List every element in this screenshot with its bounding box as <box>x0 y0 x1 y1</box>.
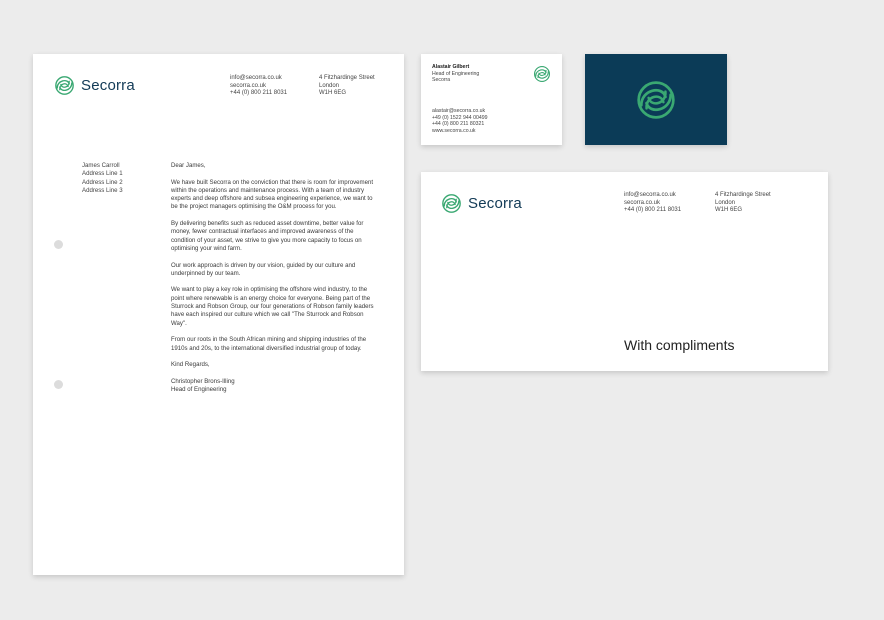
letter-paragraph: Our work approach is driven by our vision, guided by our culture and underpinned by our team. <box>171 261 356 277</box>
letter-paragraph: We have built Secorra on the conviction that there is room for improvement within the operations and maintenance process. With a team of industry experts and deep offshore and subsea engineering experience, we want to be the project managers optimising the O&M process for you. <box>171 178 374 211</box>
brand-name: Secorra <box>468 195 522 212</box>
letter-paragraph: From our roots in the South African mining and shipping industries of the 1910s and 20s, to the international diversified industrial group of today. <box>171 336 367 352</box>
recipient-line: Address Line 1 <box>82 170 123 178</box>
slip-address <box>715 192 771 215</box>
salutation: Dear James, <box>171 162 206 169</box>
closing: Kind Regards, <box>171 361 210 369</box>
address-line-3: W1H 6EG <box>319 90 347 97</box>
punch-hole <box>54 240 63 249</box>
address-line-2: London <box>715 199 736 206</box>
recipient-line: James Carroll <box>82 162 120 169</box>
secorra-logo-icon <box>533 65 551 83</box>
address-line-2: London <box>319 82 340 89</box>
secorra-logo-icon <box>635 79 677 121</box>
slip-logo <box>441 193 522 214</box>
business-card-back <box>585 54 727 145</box>
card-title: Head of Engineering <box>432 70 480 77</box>
contact-phone: +44 (0) 800 211 8031 <box>230 90 288 97</box>
recipient-line: Address Line 3 <box>82 186 123 194</box>
punch-hole <box>54 380 63 389</box>
letterhead-logo <box>54 75 135 96</box>
address-line-1: 4 Fitzhardinge Street <box>715 192 771 198</box>
business-card-front <box>421 54 562 145</box>
contact-email: info@secorra.co.uk <box>624 192 676 198</box>
slip-contact <box>624 192 681 215</box>
card-mobile: +49 (0) 1522 944 00499 <box>432 114 488 121</box>
card-email: alastair@secorra.co.uk <box>432 108 486 114</box>
card-name: Alastair Gilbert <box>432 64 470 70</box>
address-line-1: 4 Fitzhardinge Street <box>319 75 375 81</box>
recipient-line: Address Line 2 <box>82 178 123 186</box>
contact-website: secorra.co.uk <box>624 199 661 206</box>
letterhead-address <box>319 75 375 98</box>
brand-name: Secorra <box>81 77 135 94</box>
compliments-text: With compliments <box>624 337 735 353</box>
card-person <box>432 64 479 84</box>
card-contact <box>432 108 488 134</box>
letter-paragraph: We want to play a key role in optimising the offshore wind industry, to the point where renewable is an energy choice for everyone. Being part of the Sturrock and Robson Group, our four generations of Robson family leaders have each inspired our culture which we call "The Sturrock and Robson Way". <box>171 286 374 327</box>
contact-email: info@secorra.co.uk <box>230 75 282 81</box>
contact-website: secorra.co.uk <box>230 82 267 89</box>
signatory-name: Christopher Brons-Illing <box>171 377 235 385</box>
card-company: Secorra <box>432 77 451 84</box>
card-website: www.secorra.co.uk <box>432 127 476 134</box>
letterhead-contact <box>230 75 287 98</box>
signatory-title: Head of Engineering <box>171 386 227 394</box>
contact-phone: +44 (0) 800 211 8031 <box>624 207 682 214</box>
secorra-logo-icon <box>441 193 462 214</box>
recipient-block <box>82 162 123 195</box>
secorra-logo-icon <box>54 75 75 96</box>
compliments-slip <box>421 172 828 371</box>
address-line-3: W1H 6EG <box>715 207 743 214</box>
card-phone: +44 (0) 800 211 80321 <box>432 121 485 128</box>
letterhead <box>33 54 404 575</box>
letter-body <box>171 162 377 394</box>
letter-paragraph: By delivering benefits such as reduced asset downtime, better value for money, fewer contractual interfaces and improved awareness of the condition of your asset, we strive to give you more capacity to focus on optimising your wind farm. <box>171 220 364 252</box>
